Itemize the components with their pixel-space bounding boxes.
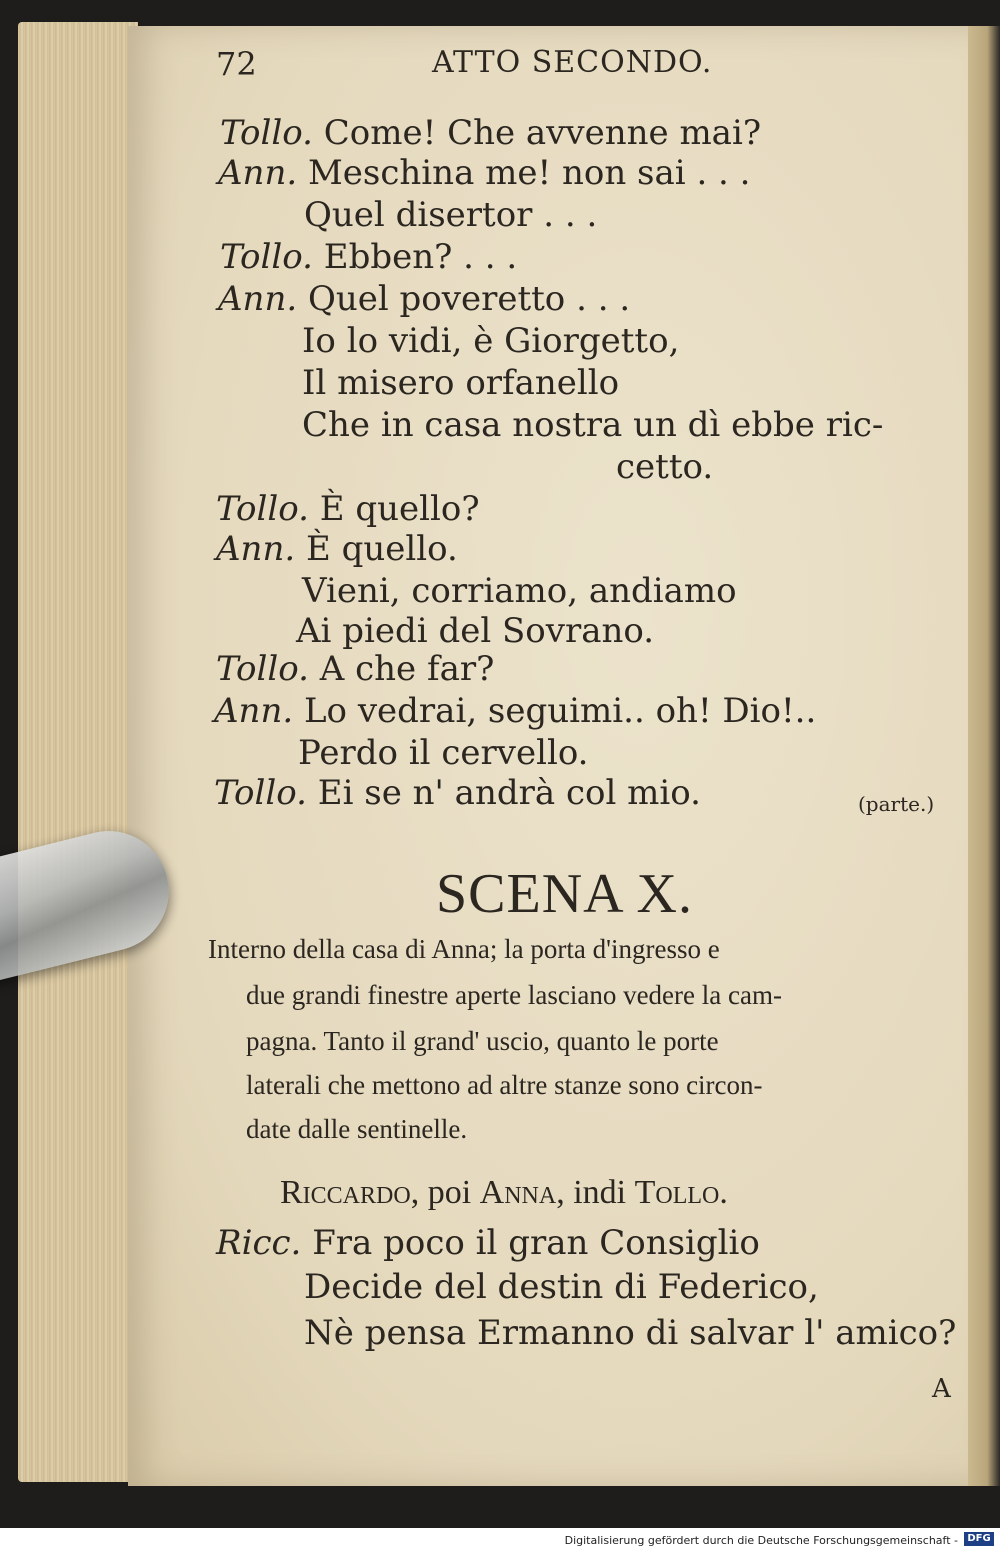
dialogue-line <box>214 773 701 813</box>
page-number: 72 <box>216 45 257 83</box>
stage-description-line: date dalle sentinelle. <box>246 1114 468 1144</box>
dialogue-line <box>216 489 480 529</box>
line-text: A che far? <box>319 649 495 689</box>
character-separator: , indi <box>556 1174 635 1211</box>
speaker: Tollo. <box>220 113 313 153</box>
stage-description-line: laterali che mettono ad altre stanze sono circon- <box>246 1070 763 1100</box>
dialogue-line <box>220 237 518 277</box>
dialogue-line <box>302 321 680 361</box>
dialogue-line <box>296 611 655 651</box>
dialogue-line <box>298 733 589 773</box>
line-text: Quel poveretto . . . <box>307 279 631 319</box>
page-right-edge <box>968 26 1000 1486</box>
character-list <box>280 1176 728 1210</box>
signature-mark: A <box>932 1374 951 1404</box>
speaker: Tollo. <box>216 489 309 529</box>
character-list-end: . <box>719 1174 728 1211</box>
dialogue-line <box>216 1223 760 1263</box>
dialogue-line <box>304 1267 819 1307</box>
dialogue-line <box>304 1313 957 1353</box>
line-text: Ebben? . . . <box>323 237 518 277</box>
line-text: Come! Che avvenne mai? <box>323 113 762 153</box>
dialogue-line <box>302 405 884 445</box>
speaker: Ricc. <box>216 1223 302 1263</box>
speaker: Ann. <box>218 153 298 193</box>
stage-description-line: Interno della casa di Anna; la porta d'ingresso e <box>208 934 720 964</box>
line-text: Io lo vidi, è Giorgetto, <box>302 321 680 361</box>
character-name: Riccardo <box>280 1174 411 1211</box>
line-text: Il misero orfanello <box>302 363 620 403</box>
line-text: Fra poco il gran Consiglio <box>312 1223 760 1263</box>
line-text: Che in casa nostra un dì ebbe ric- <box>302 405 884 445</box>
dialogue-line <box>220 113 762 153</box>
line-text: Vieni, corriamo, andiamo <box>302 571 737 611</box>
running-title: ATTO SECONDO. <box>432 45 713 80</box>
line-text: Ei se n' andrà col mio. <box>317 773 701 813</box>
speaker: Ann. <box>218 279 298 319</box>
dialogue-line <box>616 447 714 487</box>
line-text: Quel disertor . . . <box>304 195 598 235</box>
dialogue-line <box>216 529 458 569</box>
dialogue-line <box>302 363 620 403</box>
speaker: Ann. <box>214 691 294 731</box>
line-text: Meschina me! non sai . . . <box>307 153 751 193</box>
line-text: cetto. <box>616 447 714 487</box>
line-text: Lo vedrai, seguimi.. oh! Dio!.. <box>303 691 817 731</box>
dialogue-line <box>218 279 631 319</box>
speaker: Tollo. <box>214 773 307 813</box>
character-separator: , poi <box>410 1174 480 1211</box>
stage-direction-parte: (parte.) <box>858 792 935 816</box>
scene-title: SCENA X. <box>436 863 693 925</box>
stage-description-line: pagna. Tanto il grand' uscio, quanto le porte <box>246 1026 719 1056</box>
line-text: È quello. <box>305 529 458 569</box>
character-name: Anna <box>479 1174 557 1211</box>
speaker: Tollo. <box>216 649 309 689</box>
dialogue-line <box>214 691 817 731</box>
character-name: Tollo <box>634 1174 720 1211</box>
stage-description-line: due grandi finestre aperte lasciano vedere la cam- <box>246 980 782 1010</box>
line-text: Ai piedi del Sovrano. <box>296 611 655 651</box>
dfg-logo: DFG <box>964 1532 994 1546</box>
line-text: È quello? <box>319 489 480 529</box>
speaker: Ann. <box>216 529 296 569</box>
line-text: Decide del destin di Federico, <box>304 1267 819 1307</box>
dialogue-line <box>218 153 751 193</box>
dialogue-line <box>304 195 598 235</box>
dialogue-line <box>302 571 737 611</box>
speaker: Tollo. <box>220 237 313 277</box>
line-text: Nè pensa Ermanno di salvar l' amico? <box>304 1313 957 1353</box>
dialogue-line <box>216 649 495 689</box>
page-edge <box>18 22 138 1482</box>
footer-credit: Digitalisierung gefördert durch die Deutsche Forschungsgemeinschaft - <box>564 1534 958 1547</box>
line-text: Perdo il cervello. <box>298 733 589 773</box>
